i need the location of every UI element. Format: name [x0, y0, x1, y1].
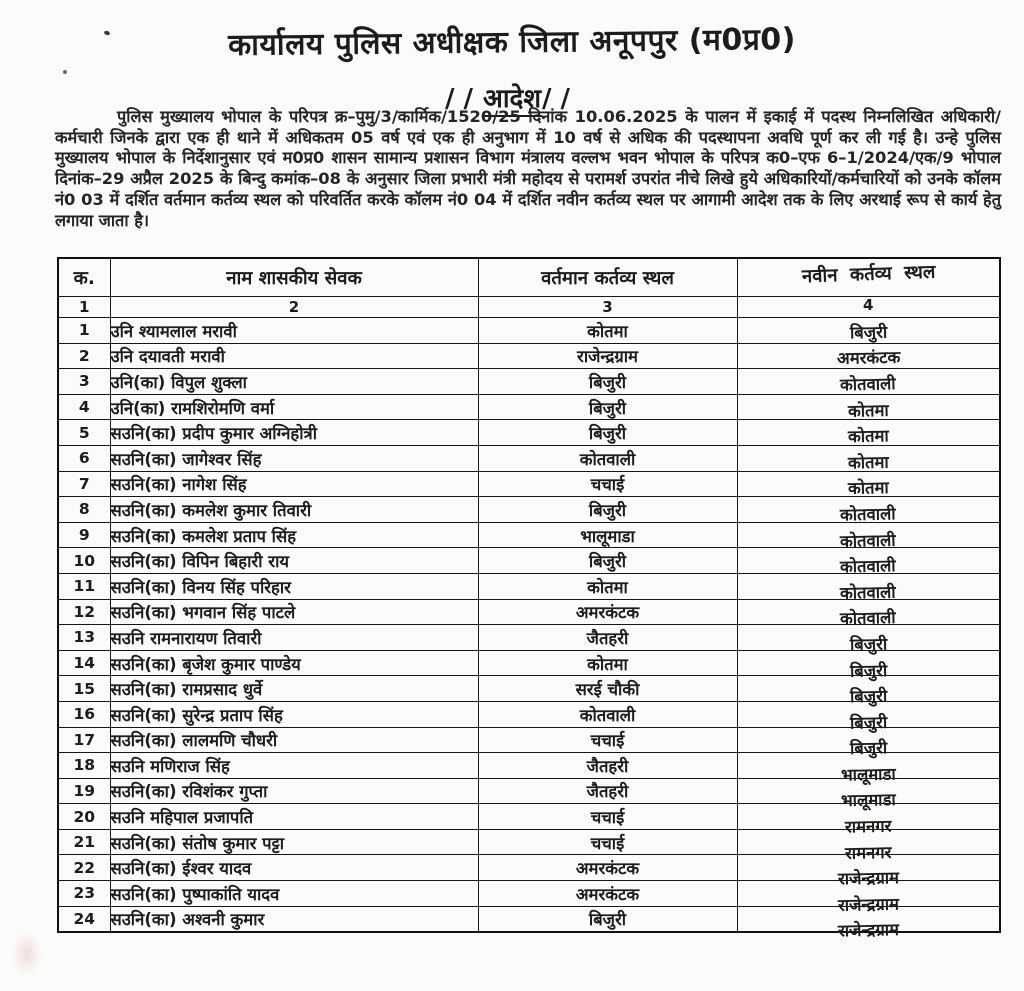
- name-cell: सउनि(का) पुष्पाकांति यादव: [110, 881, 478, 907]
- serial-cell: 15: [58, 676, 110, 702]
- current-posting-cell: कोतवाली: [478, 445, 737, 471]
- serial-cell: 1: [58, 318, 110, 344]
- name-cell: सउनि(का) सुरेन्द्र प्रताप सिंह: [110, 701, 478, 727]
- current-posting-cell: बिजुरी: [478, 420, 737, 446]
- serial-cell: 24: [58, 906, 110, 932]
- serial-cell: 18: [58, 753, 110, 779]
- header-new-posting: नवीन कर्तव्य स्थल: [737, 258, 1000, 297]
- new-posting-cell: बिजुरी: [737, 676, 1000, 702]
- heading-word: आदेश: [482, 84, 542, 117]
- current-posting-cell: चचाई: [478, 804, 737, 830]
- name-cell: सउनि(का) संतोष कुमार पट्टा: [110, 829, 478, 855]
- name-cell: सउनि(का) विनय सिंह परिहार: [110, 573, 478, 599]
- new-posting-cell: भालूमाडा: [737, 753, 1000, 779]
- table-row: [58, 573, 1000, 599]
- current-posting-cell: बिजुरी: [478, 394, 737, 420]
- name-cell: सउनि(का) बृजेश कुमार पाण्डेय: [110, 650, 478, 676]
- name-cell: उनि(का) रामशिरोमणि वर्मा: [110, 394, 478, 420]
- column-number-4: 4: [737, 297, 1000, 318]
- serial-cell: 6: [58, 445, 110, 471]
- serial-cell: 11: [58, 573, 110, 599]
- current-posting-cell: अमरकंटक: [478, 855, 737, 881]
- serial-cell: 14: [58, 650, 110, 676]
- new-posting-cell: रामनगर: [737, 829, 1000, 855]
- current-posting-cell: अमरकंटक: [478, 599, 737, 625]
- serial-cell: 17: [58, 727, 110, 753]
- new-posting-cell: कोतवाली: [737, 497, 1000, 523]
- heading-slashes-right: //: [542, 84, 580, 114]
- new-posting-cell: राजेन्द्रग्राम: [737, 881, 1000, 907]
- new-posting-cell: राजेन्द्रग्राम: [737, 906, 1000, 932]
- current-posting-cell: सरई चौकी: [478, 676, 737, 702]
- name-cell: सउनि(का) प्रदीप कुमार अग्निहोत्री: [110, 420, 478, 446]
- current-posting-cell: भालूमाडा: [478, 522, 737, 548]
- new-posting-cell: बिजुरी: [737, 650, 1000, 676]
- new-posting-cell: कोतवाली: [737, 573, 1000, 599]
- name-cell: सउनि(का) कमलेश कुमार तिवारी: [110, 497, 478, 523]
- serial-cell: 16: [58, 701, 110, 727]
- name-cell: उनि(का) विपुल शुक्ला: [110, 369, 478, 395]
- table-row: [58, 522, 1000, 548]
- new-posting-cell: बिजुरी: [737, 625, 1000, 651]
- name-cell: सउनि(का) विपिन बिहारी राय: [110, 548, 478, 574]
- new-posting-cell: राजेन्द्रग्राम: [737, 855, 1000, 881]
- current-posting-cell: अमरकंटक: [478, 881, 737, 907]
- current-posting-cell: बिजुरी: [478, 548, 737, 574]
- serial-cell: 2: [58, 343, 110, 369]
- current-posting-cell: जैतहरी: [478, 625, 737, 651]
- page-title: कार्यालय पुलिस अधीक्षक जिला अनूपपुर (म0प्र0): [227, 22, 797, 63]
- current-posting-cell: जैतहरी: [478, 753, 737, 779]
- name-cell: सउनि(का) नागेश सिंह: [110, 471, 478, 497]
- column-number-2: 2: [110, 297, 478, 318]
- new-posting-cell: कोतमा: [737, 445, 1000, 471]
- scan-smudge: [12, 931, 42, 977]
- name-cell: सउनि(का) जागेश्वर सिंह: [110, 445, 478, 471]
- name-cell: सउनि(का) भगवान सिंह पाटले: [110, 599, 478, 625]
- new-posting-cell: कोतमा: [737, 471, 1000, 497]
- table-row: [58, 445, 1000, 471]
- table-body: [58, 318, 1000, 941]
- new-posting-cell: रामनगर: [737, 804, 1000, 830]
- serial-cell: 4: [58, 394, 110, 420]
- serial-cell: 3: [58, 369, 110, 395]
- serial-cell: 20: [58, 804, 110, 830]
- table-row: [58, 548, 1000, 574]
- current-posting-cell: राजेन्द्रग्राम: [478, 343, 737, 369]
- current-posting-cell: कोतवाली: [478, 701, 737, 727]
- serial-cell: 9: [58, 522, 110, 548]
- new-posting-cell: बिजुरी: [737, 727, 1000, 753]
- serial-cell: 8: [58, 497, 110, 523]
- current-posting-cell: कोतमा: [478, 573, 737, 599]
- name-cell: सउनि(का) ईश्वर यादव: [110, 855, 478, 881]
- current-posting-cell: बिजुरी: [478, 369, 737, 395]
- heading-slashes-left: //: [444, 84, 482, 114]
- name-cell: सउनि(का) रामप्रसाद धुर्वे: [110, 676, 478, 702]
- header-serial: क.: [58, 258, 110, 297]
- scan-speck: [62, 69, 67, 74]
- serial-cell: 5: [58, 420, 110, 446]
- new-posting-cell: कोतमा: [737, 420, 1000, 446]
- new-posting-cell: भालूमाडा: [737, 778, 1000, 804]
- name-cell: उनि श्यामलाल मरावी: [110, 318, 478, 344]
- table-row: [58, 343, 1000, 369]
- serial-cell: 22: [58, 855, 110, 881]
- header-name: नाम शासकीय सेवक: [110, 258, 478, 297]
- name-cell: सउनि(का) लालमणि चौधरी: [110, 727, 478, 753]
- new-posting-cell: अमरकंटक: [737, 343, 1000, 369]
- name-cell: सउनि महिपाल प्रजापति: [110, 804, 478, 830]
- order-paragraph: पुलिस मुख्यालय भोपाल के परिपत्र क्र–पुमु/3/कार्मिक/1520/25 दिनांक 10.06.2025 के पालन में इकाई में पदस्थ निम्नलिखित अधिकारी/कर्मचारी जिनके द्वारा एक ही थाने में अधिकतम 05 वर्ष एवं एक ही अनुभाग में 10 वर्ष से अधिक की पदस्थापना अवधि पूर्ण कर ली गई है। उन्हे पुलिस मुख्यालय भोपाल के निर्देशानुसार एवं म0प्र0 शासन सामान्य प्रशासन विभाग मंत्रालय वल्लभ भवन भोपाल के परिपत्र क0–एफ 6–1/2024/एक/9 भोपाल दिनांक–29 अप्रैल 2025 के बिन्दु कमांक–08 के अनुसार जिला प्रभारी मंत्री महोदय से परामर्श उपरांत नीचे लिखे हुये अधिकारियों/कर्मचारियों को उनके कॉलम नं0 03 में दर्शित वर्तमान कर्तव्य स्थल को परिवर्तित करके कॉलम नं0 04 में दर्शित नवीन कर्तव्य स्थल पर आगामी आदेश तक के लिए अरथाई रूप से कार्य हेतु लगाया जाता है।: [55, 107, 1001, 230]
- name-cell: सउनि(का) रविशंकर गुप्ता: [110, 778, 478, 804]
- current-posting-cell: जैतहरी: [478, 778, 737, 804]
- table-row: [58, 497, 1000, 523]
- name-cell: सउनि(का) कमलेश प्रताप सिंह: [110, 522, 478, 548]
- new-posting-cell: बिजुरी: [737, 701, 1000, 727]
- serial-cell: 21: [58, 829, 110, 855]
- new-posting-cell: कोतमा: [737, 394, 1000, 420]
- name-cell: सउनि(का) अश्वनी कुमार: [110, 906, 478, 932]
- current-posting-cell: कोतमा: [478, 318, 737, 344]
- new-posting-cell: कोतवाली: [737, 522, 1000, 548]
- current-posting-cell: बिजुरी: [478, 497, 737, 523]
- new-posting-cell: कोतवाली: [737, 369, 1000, 395]
- current-posting-cell: चचाई: [478, 829, 737, 855]
- current-posting-cell: बिजुरी: [478, 906, 737, 932]
- name-cell: सउनि रामनारायण तिवारी: [110, 625, 478, 651]
- serial-cell: 13: [58, 625, 110, 651]
- serial-cell: 23: [58, 881, 110, 907]
- current-posting-cell: कोतमा: [478, 650, 737, 676]
- header-current-posting: वर्तमान कर्तव्य स्थल: [478, 258, 737, 297]
- new-posting-cell: कोतवाली: [737, 548, 1000, 574]
- transfer-order-table: [57, 257, 1001, 941]
- table-row: [58, 420, 1000, 446]
- column-number-3: 3: [478, 297, 737, 318]
- serial-cell: 19: [58, 778, 110, 804]
- table-row: [58, 318, 1000, 344]
- serial-cell: 7: [58, 471, 110, 497]
- column-number-1: 1: [58, 297, 110, 318]
- serial-cell: 12: [58, 599, 110, 625]
- column-number-row: [58, 297, 1000, 318]
- serial-cell: 10: [58, 548, 110, 574]
- table-row: [58, 471, 1000, 497]
- table-header-row: [58, 258, 1000, 297]
- current-posting-cell: चचाई: [478, 727, 737, 753]
- current-posting-cell: चचाई: [478, 471, 737, 497]
- name-cell: सउनि मणिराज सिंह: [110, 753, 478, 779]
- table-row: [58, 394, 1000, 420]
- table-row: [58, 369, 1000, 395]
- new-posting-cell: कोतवाली: [737, 599, 1000, 625]
- name-cell: उनि दयावती मरावी: [110, 343, 478, 369]
- new-posting-cell: बिजुरी: [737, 318, 1000, 344]
